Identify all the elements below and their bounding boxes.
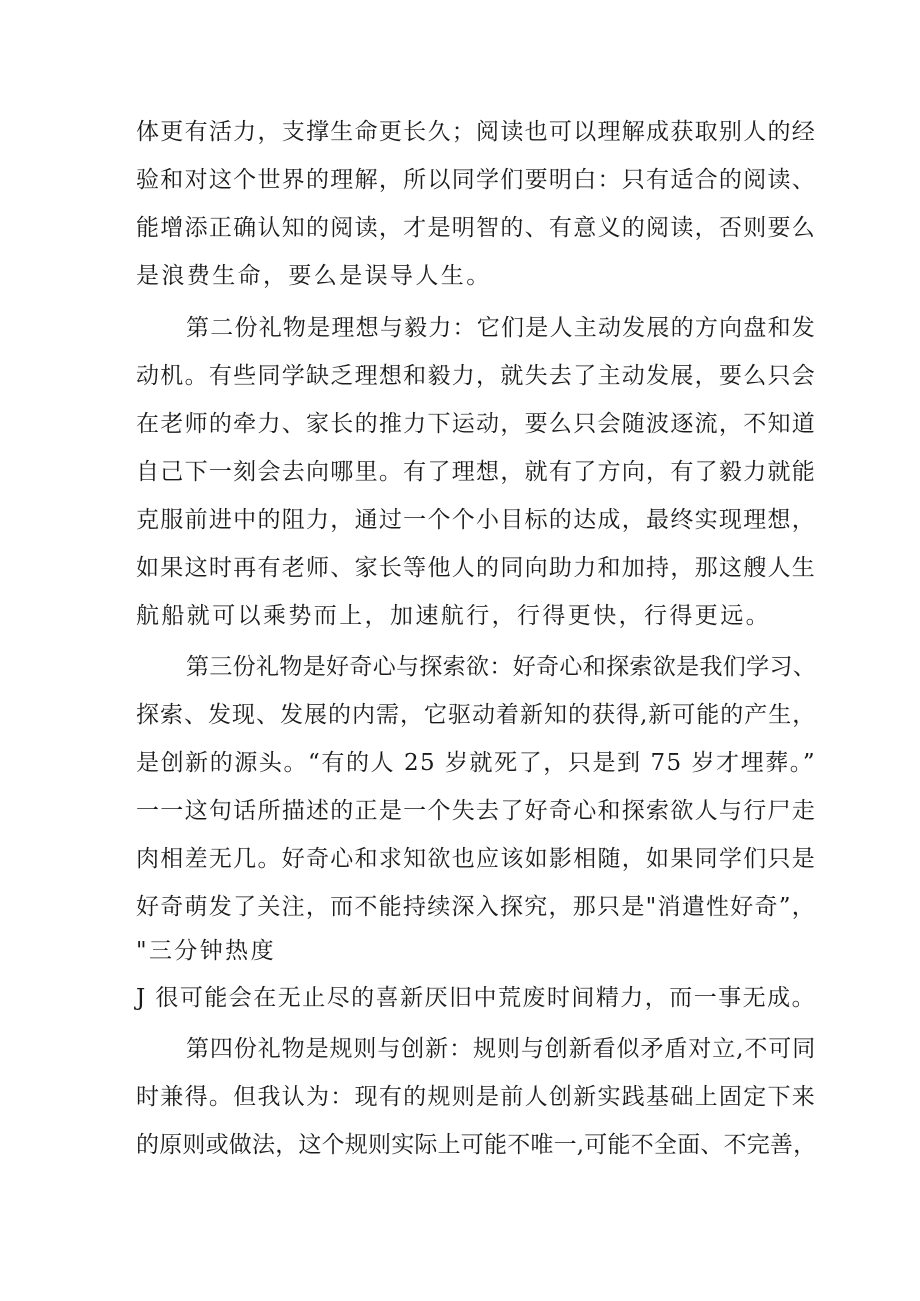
text-line: 的原则或做法，这个规则实际上可能不唯一,可能不全面、不完善， <box>136 1132 817 1158</box>
text-line: 验和对这个世界的理解，所以同学们要明白：只有适合的阅读、 <box>136 167 816 193</box>
text-line: 动机。有些同学缺乏理想和毅力，就失去了主动发展，要么只会 <box>136 363 816 389</box>
text-line: "三分钟热度 <box>136 938 276 964</box>
paragraph-start-line: 第三份礼物是好奇心与探索欲：好奇心和探索欲是我们学习、 <box>186 654 816 680</box>
text-line: 肉相差无几。好奇心和求知欲也应该如影相随，如果同学们只是 <box>136 846 816 872</box>
paragraph-start-line: 第四份礼物是规则与创新：规则与创新看似矛盾对立,不可同 <box>186 1036 816 1062</box>
text-line: 能增添正确认知的阅读，才是明智的、有意义的阅读，否则要么 <box>136 215 816 241</box>
text-line: 时兼得。但我认为：现有的规则是前人创新实践基础上固定下来 <box>136 1084 816 1110</box>
text-line: 是创新的源头。“有的人 25 岁就死了，只是到 75 岁才埋葬。” <box>136 750 816 776</box>
text-line: 克服前进中的阻力，通过一个个小目标的达成，最终实现理想， <box>136 507 816 533</box>
text-line: 航船就可以乘势而上，加速航行，行得更快，行得更远。 <box>136 603 771 629</box>
text-line: J 很可能会在无止尽的喜新厌旧中荒废时间精力，而一事无成。 <box>136 985 816 1011</box>
text-line: 好奇萌发了关注，而不能持续深入探究，那只是"消遣性好奇”， <box>136 894 816 920</box>
text-line: 在老师的牵力、家长的推力下运动，要么只会随波逐流，不知道 <box>136 411 816 437</box>
text-line: 如果这时再有老师、家长等他人的同向助力和加持，那这艘人生 <box>136 555 816 581</box>
text-line: 是浪费生命，要么是误导人生。 <box>136 263 492 289</box>
text-line: 探索、发现、发展的内需，它驱动着新知的获得,新可能的产生， <box>136 702 817 728</box>
text-line: 体更有活力，支撑生命更长久；阅读也可以理解成获取别人的经 <box>136 119 816 145</box>
text-line: 一一这句话所描述的正是一个失去了好奇心和探索欲人与行尸走 <box>136 798 816 824</box>
paragraph-start-line: 第二份礼物是理想与毅力：它们是人主动发展的方向盘和发 <box>186 315 816 341</box>
text-line: 自己下一刻会去向哪里。有了理想，就有了方向，有了毅力就能 <box>136 459 816 485</box>
